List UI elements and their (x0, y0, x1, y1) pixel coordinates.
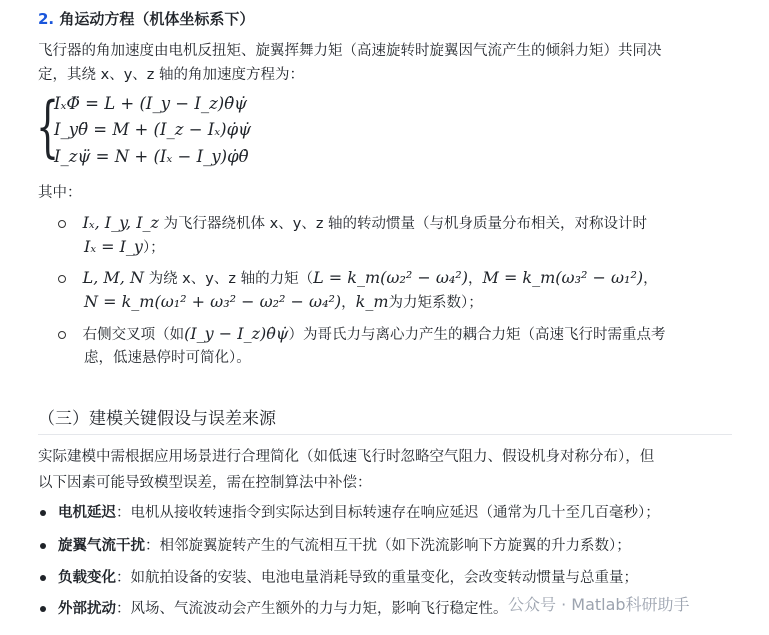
heading-title: 角运动方程（机体坐标系下） (59, 10, 255, 28)
bullet-item (40, 500, 660, 527)
item-text: ， (341, 295, 356, 311)
bullet-item (40, 533, 631, 560)
list-item-continued (84, 235, 165, 260)
paragraph-line-2: 以下因素可能导致模型误差，需在控制算法中补偿： (38, 475, 372, 491)
bullet-label: 旋翼气流干扰 (58, 538, 145, 554)
bullet-text: ：如航拍设备的安装、电池电量消耗导致的重量变化，会改变转动惯量与总重量； (116, 570, 638, 586)
inertia-symbols: Iₓ, I_y, I_z (82, 213, 159, 232)
hollow-bullet-icon (58, 275, 66, 283)
section-heading (38, 8, 254, 29)
item-text: ）； (142, 240, 165, 256)
bullet-icon (40, 606, 46, 612)
equation-yaw: I_zψ̈ = N + (Iₓ − I_y)φ̇θ̇ (54, 147, 249, 166)
item-text: 为绕 x、y、z 轴的力矩（ (143, 271, 314, 287)
bullet-text: ：相邻旋翼旋转产生的气流相互干扰（如下洗流影响下方旋翼的升力系数）； (145, 538, 631, 554)
item-text: 为飞行器绕机体 x、y、z 轴的转动惯量（与机身质量分布相关，对称设计时 (158, 216, 648, 232)
equation-roll: IₓΦ̈ = L + (I_y − I_z)θ̇ψ̇ (54, 94, 248, 113)
cross-term-formula: (I_y − I_z)θ̇ψ̇ (184, 324, 289, 343)
bullet-item (40, 565, 638, 592)
equation-pitch: I_yθ̈ = M + (I_z − Iₓ)φ̇ψ̇ (54, 120, 252, 139)
heading-number: 2. (38, 10, 55, 28)
section-title: （三）建模关键假设与误差来源 (38, 409, 276, 429)
watermark: 公众号 · Matlab科研助手 (508, 595, 690, 614)
list-item (58, 211, 647, 236)
list-item-continued (84, 290, 483, 315)
formula-L: L = k_m(ω₂² − ω₄²) (313, 268, 468, 287)
list-item (58, 322, 665, 347)
formula-M: M = k_m(ω₃² − ω₁²) (482, 268, 644, 287)
bullet-text: ：风场、气流波动会产生额外的力与力矩，影响飞行稳定性。 (116, 601, 508, 617)
hollow-bullet-icon (58, 220, 66, 228)
equation-brace: { (36, 88, 60, 165)
item-text: 右侧交叉项（如 (82, 327, 185, 343)
item-text: ）为哥氏力与离心力产生的耦合力矩（高速飞行时需重点考 (288, 327, 666, 343)
list-item (58, 266, 658, 291)
coefficient-symbol: k_m (355, 292, 389, 311)
hollow-bullet-icon (58, 331, 66, 339)
where-label: 其中： (38, 185, 82, 201)
formula-N: N = k_m(ω₁² + ω₃² − ω₂² − ω₄²) (84, 292, 342, 311)
torque-symbols: L, M, N (82, 268, 144, 287)
item-text: ， (467, 271, 483, 287)
bullet-item (40, 596, 508, 623)
bullet-icon (40, 575, 46, 581)
bullet-icon (40, 543, 46, 549)
item-text: 为力矩系数）； (388, 295, 483, 311)
intro-line-1: 飞行器的角加速度由电机反扭矩、旋翼挥舞力矩（高速旋转时旋翼因气流产生的倾斜力矩）共同决 (38, 43, 662, 59)
intro-line-2: 定，其绕 x、y、z 轴的角加速度方程为： (38, 67, 304, 83)
bullet-label: 负载变化 (58, 570, 116, 586)
paragraph-line-1: 实际建模中需根据应用场景进行合理简化（如低速飞行时忽略空气阻力、假设机身对称分布），但 (38, 449, 655, 465)
bullet-icon (40, 510, 46, 516)
section-divider (38, 434, 732, 435)
bullet-text: ：电机从接收转速指令到实际达到目标转速存在响应延迟（通常为几十至几百毫秒）； (116, 505, 660, 521)
bullet-label: 外部扰动 (58, 601, 116, 617)
item-text: ， (643, 271, 658, 287)
list-item-continued: 虑，低速悬停时可简化）。 (84, 350, 251, 366)
bullet-label: 电机延迟 (58, 505, 116, 521)
symmetry-formula: Iₓ = I_y (84, 237, 143, 256)
